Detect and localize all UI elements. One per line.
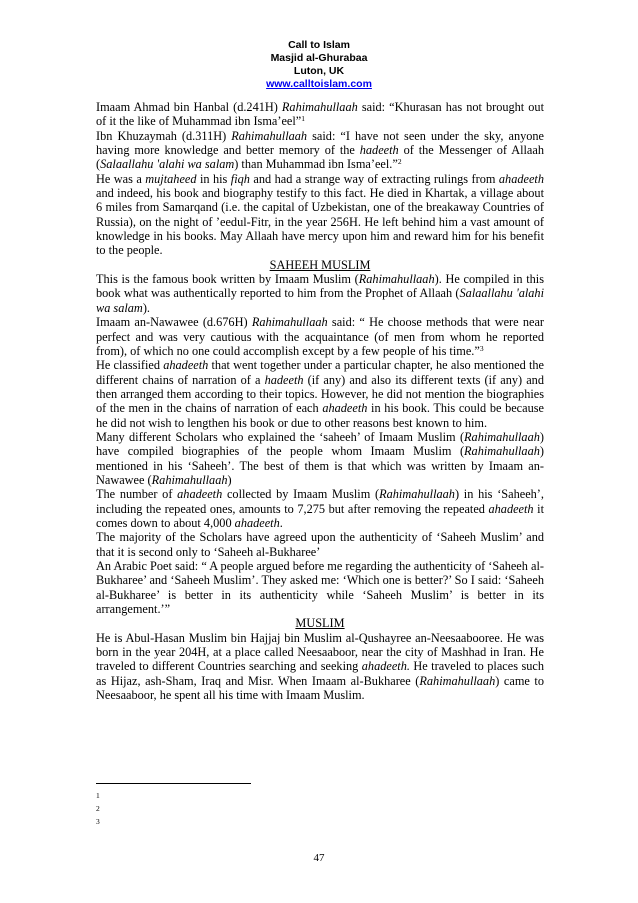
paragraph-mujtaheed: He was a mujtaheed in his fiqh and had a strange way of extracting rulings from ahadeeth and indeed, his book and biography testify to this fact. He died in Khartak, a village about 6 miles from Samarqand (i.e. the capital of Uzbekistan, one of the breakaway Countries of Russia), on the night of ’eedul-Fitr, in the year 256H. He left behind him a vast amount of knowledge in his books. May Allaah have mercy upon him and reward him for his benefit to the people. (96, 171, 544, 258)
paragraph-biographies: Many different Scholars who explained the ‘saheeh’ of Imaam Muslim (Rahimahullaah) have compiled biographies of the people whom Imaam Muslim (Rahimahullaah) mentioned in his ‘Saheeh’. The best of them is that which was written by Imaam an-Nawawee (Rahimahullaah) (96, 429, 544, 487)
website-link[interactable]: www.calltoislam.com (266, 78, 372, 90)
heading-muslim: MUSLIM (295, 616, 345, 631)
paragraph-famous-book: This is the famous book written by Imaam Muslim (Rahimahullaah). He compiled in this book what was authentically reported to him from the Prophet of Allaah (Salaallahu 'alahi wa salam). (96, 272, 544, 315)
footnote-1: 1 (96, 791, 100, 800)
footnotes (96, 789, 100, 828)
footnote-ref-3[interactable]: 3 (479, 343, 484, 353)
footnote-divider (96, 783, 251, 784)
paragraph-classification: He classified ahadeeth that went together under a particular chapter, he also mentioned the different chains of narration of a hadeeth (if any) and also its different texts (if any) and then arranged them according to their topics. However, he did not mention the biographies of the men in the chains of narration of each ahadeeth in his book. This could be because he did not wish to lengthen his book or due to other reasons best known to him. (96, 358, 544, 430)
paragraph-ahmad-quote: Imaam Ahmad bin Hanbal (d.241H) Rahimahullaah said: “Khurasan has not brought out of it the like of Muhammad ibn Isma’eel”$^1$ (96, 100, 544, 129)
paragraph-number-of-ahadeeth: The number of ahadeeth collected by Imaam Muslim (Rahimahullaah) in his ‘Saheeh’, including the repeated ones, amounts to 7,275 but after removing the repeated ahadeeth it comes down to about 4,000 ahadeeth. (96, 487, 544, 530)
document-body (96, 100, 544, 702)
footnote-ref-1[interactable]: 1 (301, 114, 305, 124)
paragraph-khuzaymah-quote: Ibn Khuzaymah (d.311H) Rahimahullaah said: “I have not seen under the sky, anyone having more knowledge and better memory of the hadeeth of the Messenger of Allaah (Salaallahu 'alahi wa salam) than Muhammad ibn Isma’eel.”$^2$ (96, 128, 544, 172)
page-number: 47 (313, 852, 325, 864)
footnote-ref-2[interactable]: 2 (397, 157, 402, 167)
header-location: Luton, UK (293, 65, 345, 77)
footnote-2: 2 (96, 804, 100, 813)
page-header (0, 39, 638, 91)
paragraph-authenticity: The majority of the Scholars have agreed upon the authenticity of ‘Saheeh Muslim’ and that it is second only to ‘Saheeh al-Bukharee’ (96, 530, 544, 559)
heading-saheeh-muslim: SAHEEH MUSLIM (269, 257, 371, 272)
footnote-3: 3 (96, 817, 100, 826)
paragraph-nawawee-quote: Imaam an-Nawawee (d.676H) Rahimahullaah said: “ He choose methods that were near perfect and was very cautious with the acquaintance (of men from whom he reported from), of which no one could accomplish except by a few people of his time.”$^3$ (96, 315, 544, 358)
header-mosque: Masjid al-Ghurabaa (270, 52, 368, 64)
paragraph-abul-hasan: He is Abul-Hasan Muslim bin Hajjaj bin Muslim al-Qushayree an-Neesaabooree. He was born in the year 204H, at a place called Neesaaboor, near the city of Mashhad in Iran. He traveled to different Countries searching and seeking ahadeeth. He traveled to places such as Hijaz, ash-Sham, Iraq and Misr. When Imaam al-Bukharee (Rahimahullaah) came to Neesaaboor, he spent all his time with Imaam Muslim. (96, 630, 544, 703)
header-title: Call to Islam (288, 39, 350, 51)
paragraph-arabic-poet: An Arabic Poet said: “ A people argued before me regarding the authenticity of ‘Saheeh al-Bukharee’ and ‘Saheeh Muslim’. They asked me: ‘Which one is better?’ So I said: ‘Saheeh al-Bukharee’ is better in its authenticity while ‘Saheeh Muslim’ is better in its arrangement.’” (96, 559, 544, 617)
